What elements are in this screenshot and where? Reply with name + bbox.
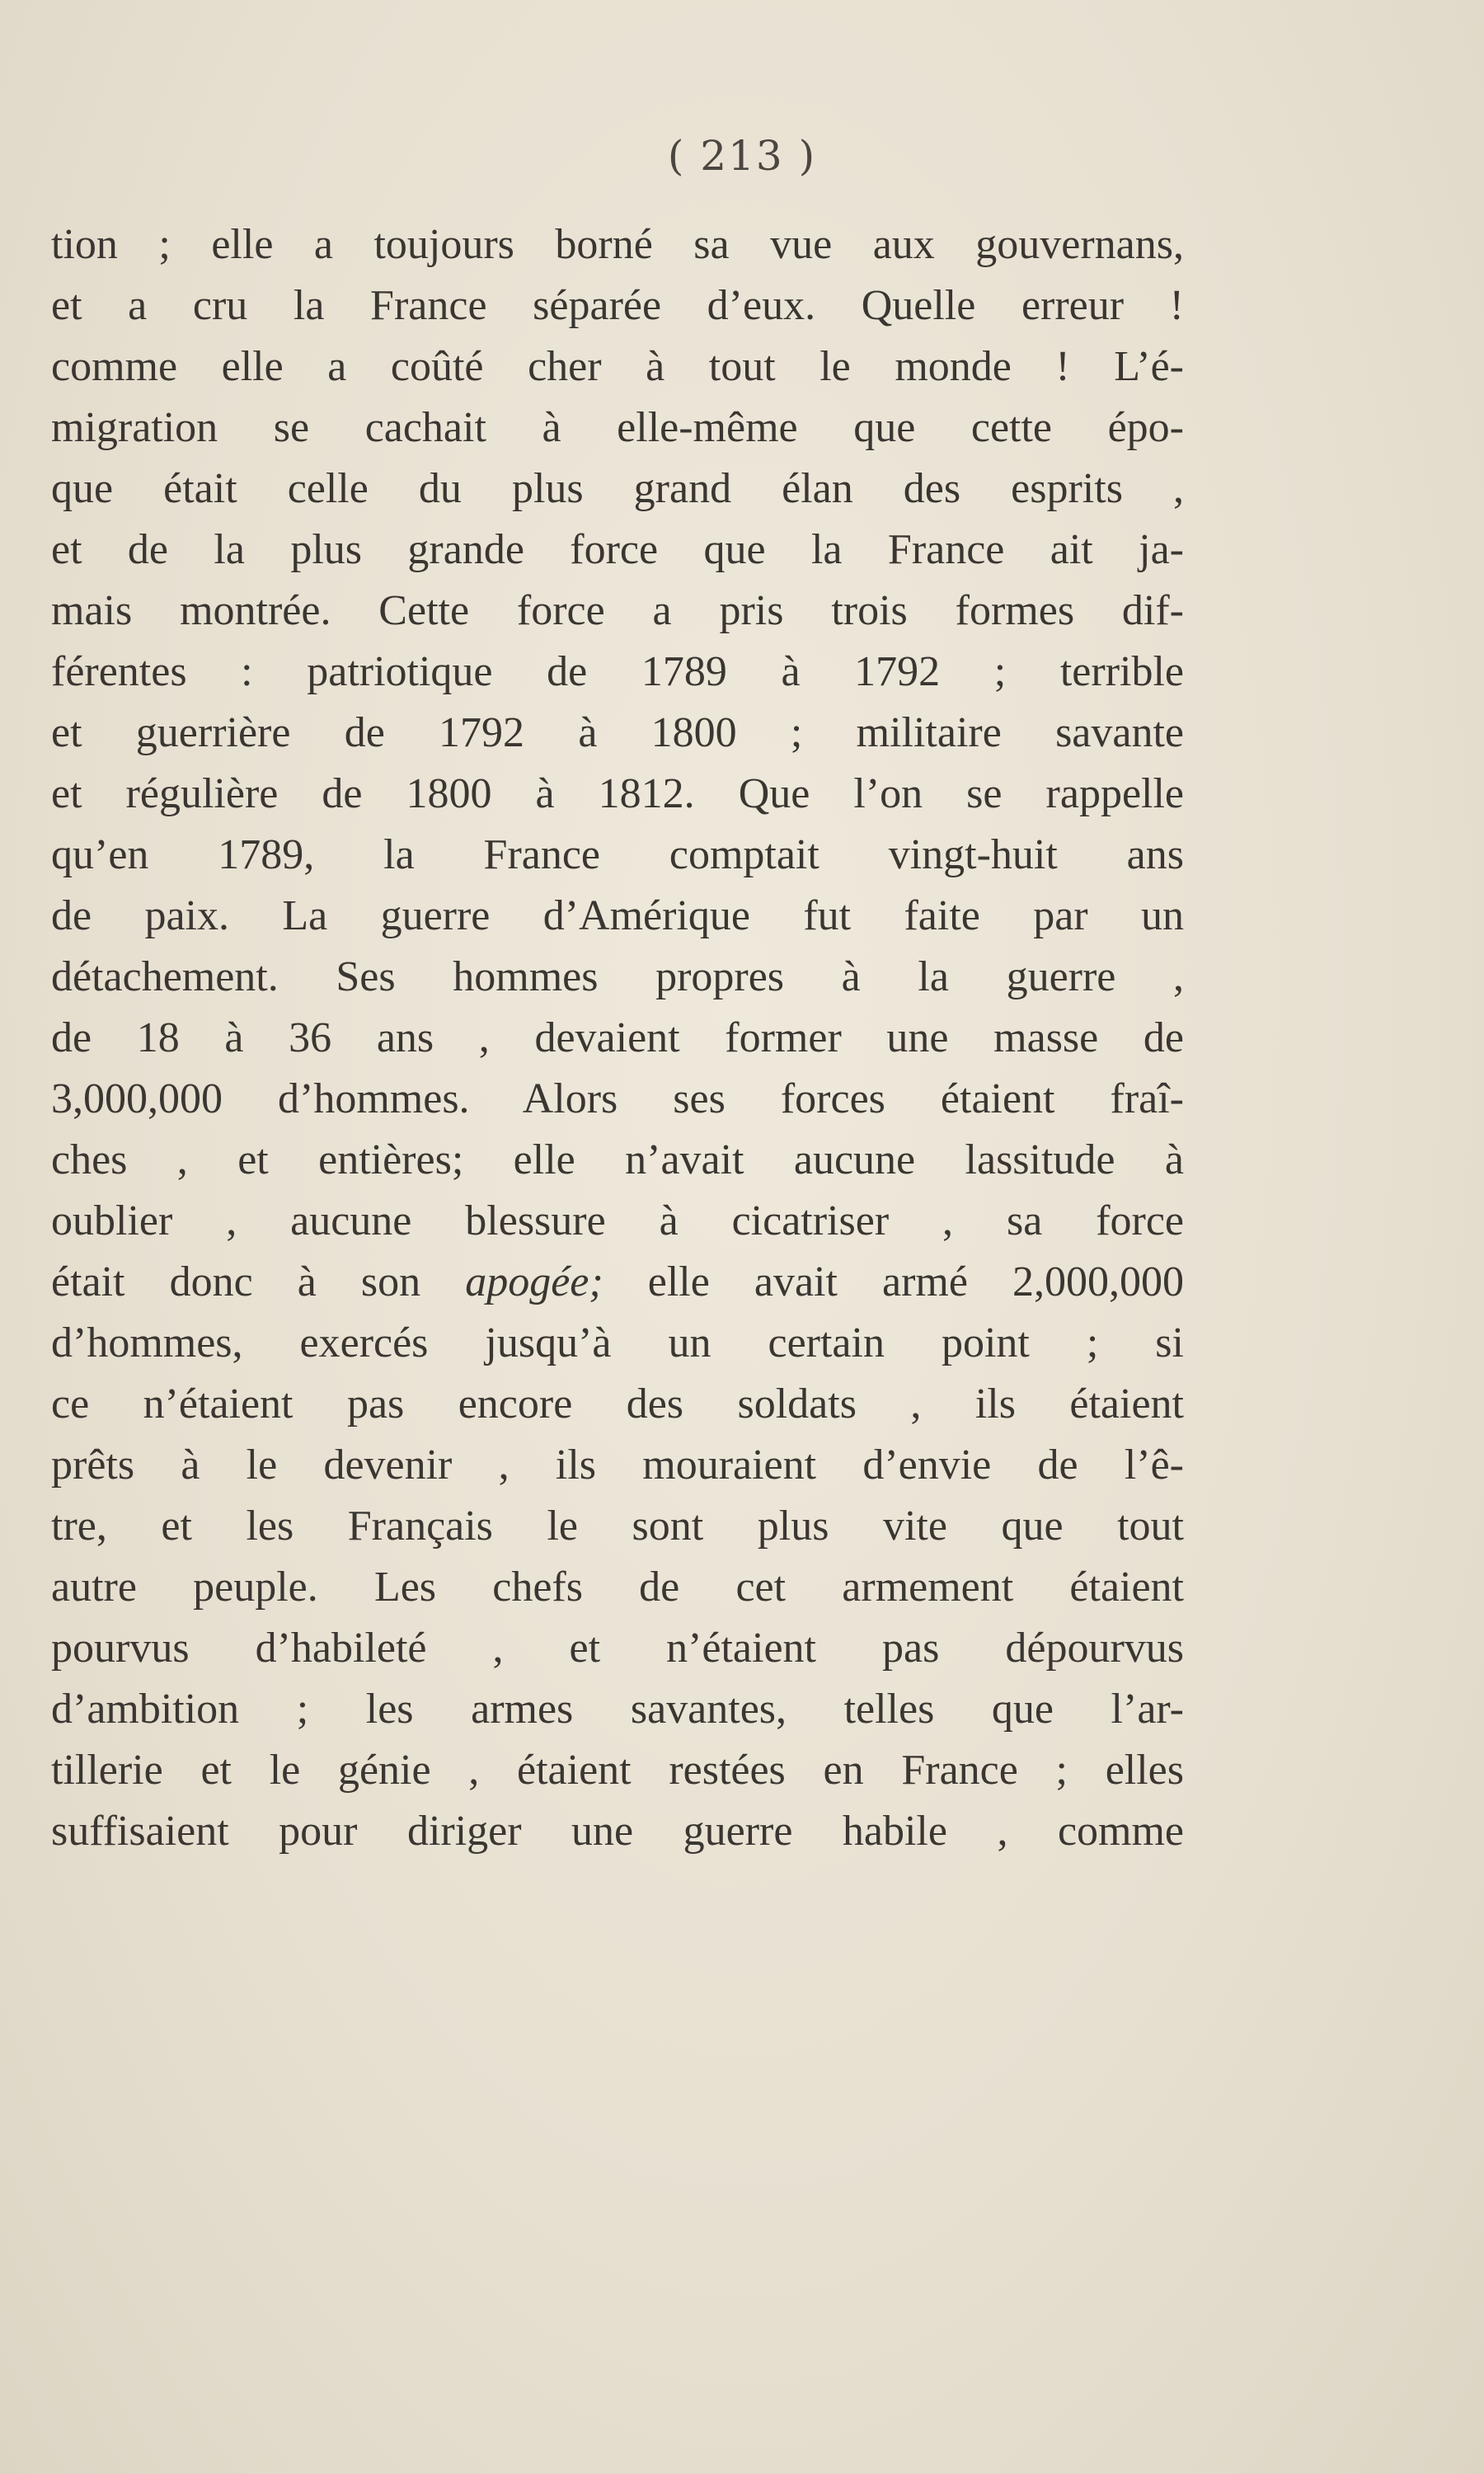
text-segment: autre peuple. Les chefs de cet armement étaient xyxy=(51,1564,1184,1611)
text-line xyxy=(51,1376,1184,1433)
text-segment: d’hommes, exercés jusqu’à un certain point ; si xyxy=(51,1319,1184,1366)
text-line xyxy=(51,1681,1184,1738)
text-segment: suffisaient pour diriger une guerre habile , comme xyxy=(51,1808,1184,1855)
text-line xyxy=(51,948,1184,1006)
text-segment: tion ; elle a toujours borné sa vue aux gouvernans, xyxy=(51,221,1184,268)
text-line xyxy=(51,399,1184,457)
text-line xyxy=(51,1803,1184,1860)
text-segment: mais montrée. Cette force a pris trois formes dif- xyxy=(51,587,1184,634)
text-line xyxy=(51,1131,1184,1189)
text-line xyxy=(51,704,1184,762)
text-segment: détachement. Ses hommes propres à la guerre , xyxy=(51,953,1184,1000)
text-line xyxy=(51,1559,1184,1616)
text-segment: était donc à son xyxy=(51,1258,466,1305)
text-segment: qu’en 1789, la France comptait vingt-huit ans xyxy=(51,831,1184,878)
text-line xyxy=(51,1315,1184,1372)
text-segment: et guerrière de 1792 à 1800 ; militaire savante xyxy=(51,709,1184,756)
text-segment: prêts à le devenir , ils mouraient d’envie de l’ê- xyxy=(51,1442,1184,1489)
text-line xyxy=(51,1070,1184,1128)
text-segment: et régulière de 1800 à 1812. Que l’on se rappelle xyxy=(51,770,1184,817)
text-segment: comme elle a coûté cher à tout le monde ! L’é- xyxy=(51,343,1184,390)
text-line xyxy=(51,1009,1184,1067)
text-line xyxy=(51,643,1184,701)
text-line xyxy=(51,460,1184,518)
text-segment: elle avait armé 2,000,000 xyxy=(603,1258,1184,1305)
text-segment: tillerie et le génie , étaient restées en France ; elles xyxy=(51,1747,1184,1794)
text-line xyxy=(51,1742,1184,1799)
text-line xyxy=(51,765,1184,823)
text-segment: migration se cachait à elle-même que cette épo- xyxy=(51,404,1184,451)
text-segment: oublier , aucune blessure à cicatriser , sa force xyxy=(51,1197,1184,1244)
text-line xyxy=(51,1498,1184,1555)
text-line xyxy=(51,277,1184,335)
text-segment: 3,000,000 d’hommes. Alors ses forces étaient fraî- xyxy=(51,1075,1184,1122)
text-line xyxy=(51,826,1184,884)
text-line xyxy=(51,1620,1184,1677)
text-line xyxy=(51,1253,1184,1311)
text-line xyxy=(51,1192,1184,1250)
text-segment: férentes : patriotique de 1789 à 1792 ; terrible xyxy=(51,648,1184,695)
text-segment: de 18 à 36 ans , devaient former une masse de xyxy=(51,1014,1184,1061)
italic-text: apogée; xyxy=(465,1258,603,1305)
text-segment: que était celle du plus grand élan des esprits , xyxy=(51,465,1184,512)
text-line xyxy=(51,216,1184,274)
text-line xyxy=(51,521,1184,579)
text-segment: d’ambition ; les armes savantes, telles que l’ar- xyxy=(51,1686,1184,1733)
text-segment: tre, et les Français le sont plus vite que tout xyxy=(51,1503,1184,1550)
text-segment: pourvus d’habileté , et n’étaient pas dépourvus xyxy=(51,1625,1184,1672)
page-number: ( 213 ) xyxy=(667,132,817,180)
text-line xyxy=(51,1437,1184,1494)
text-line xyxy=(51,887,1184,945)
text-line xyxy=(51,582,1184,640)
text-segment: et a cru la France séparée d’eux. Quelle erreur ! xyxy=(51,282,1184,329)
text-segment: ches , et entières; elle n’avait aucune lassitude à xyxy=(51,1136,1184,1183)
text-segment: de paix. La guerre d’Amérique fut faite par un xyxy=(51,892,1184,939)
text-segment: ce n’étaient pas encore des soldats , ils étaient xyxy=(51,1380,1184,1427)
text-line xyxy=(51,338,1184,396)
text-segment: et de la plus grande force que la France ait ja- xyxy=(51,526,1184,573)
